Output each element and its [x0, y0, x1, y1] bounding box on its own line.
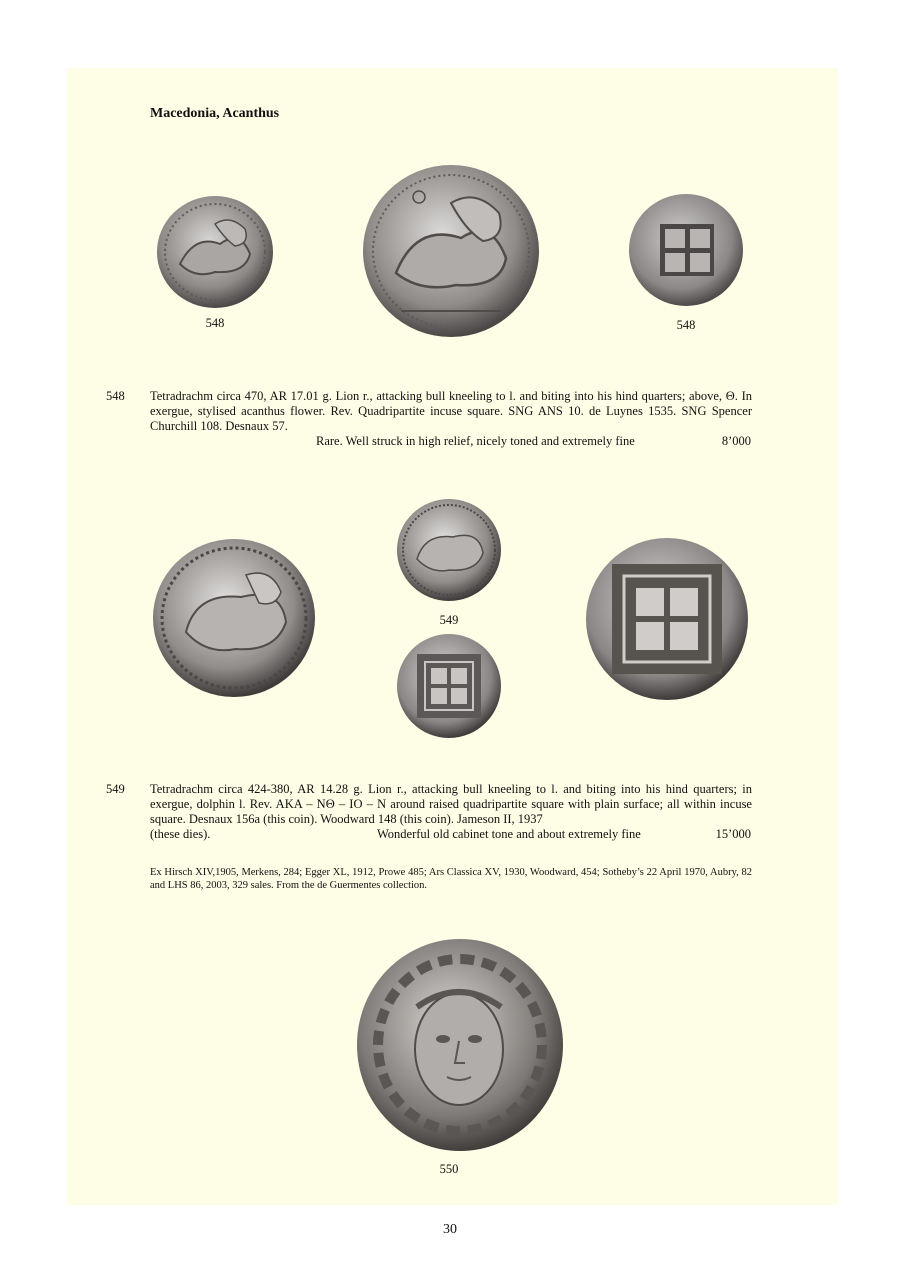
coin-548-reverse	[627, 192, 745, 308]
coin-549-obverse-small	[395, 497, 503, 603]
coin-label: 550	[439, 1162, 459, 1176]
page-number: 30	[443, 1222, 457, 1237]
lot-number: 548	[106, 389, 125, 403]
coin-549-reverse-large	[584, 536, 750, 702]
section-title: Macedonia, Acanthus	[150, 106, 280, 121]
coin-label: 548	[676, 318, 696, 332]
lot-provenance: Ex Hirsch XIV,1905, Merkens, 284; Egger XL, 1912, Prowe 485; Ars Classica XV, 1930, Woodward, 454; Sotheby’s 22 April 1970, Aubry, 82 and LHS 86, 2003, 329 sales. From the de Guermentes collection.	[150, 867, 752, 891]
coin-label: 549	[439, 613, 459, 627]
lot-description-last-line: (these dies).	[150, 827, 211, 841]
lot-number: 549	[106, 782, 125, 796]
coin-549-reverse-small	[395, 632, 503, 740]
coin-549-obverse-large	[151, 537, 317, 699]
coin-label: 548	[205, 316, 225, 330]
lot-price: 8’000	[721, 434, 751, 448]
coin-548-obverse-large	[361, 163, 541, 339]
lot-grade: Wonderful old cabinet tone and about extremely fine	[377, 827, 641, 841]
lot-price: 15’000	[715, 827, 751, 841]
lot-description: Tetradrachm circa 424-380, AR 14.28 g. Lion r., attacking bull kneeling to l. and biting into his hind quarters; in exergue, dolphin l. Rev. AKA – NΘ – IO – N around raised quadripartite square with plain surface; all within incuse square. Desnaux 156a (this coin). Woodward 148 (this coin). Jameson II, 1937	[150, 782, 752, 826]
coin-550-obverse	[355, 937, 565, 1153]
lot-grade: Rare. Well struck in high relief, nicely toned and extremely fine	[316, 434, 635, 448]
coin-548-obverse-small	[155, 194, 275, 310]
lot-description: Tetradrachm circa 470, AR 17.01 g. Lion r., attacking bull kneeling to l. and biting into his hind quarters; above, Θ. In exergue, stylised acanthus flower. Rev. Quadripartite incuse square. SNG ANS 10. de Luynes 1535. SNG Spencer Churchill 108. Desnaux 57.	[150, 389, 752, 433]
